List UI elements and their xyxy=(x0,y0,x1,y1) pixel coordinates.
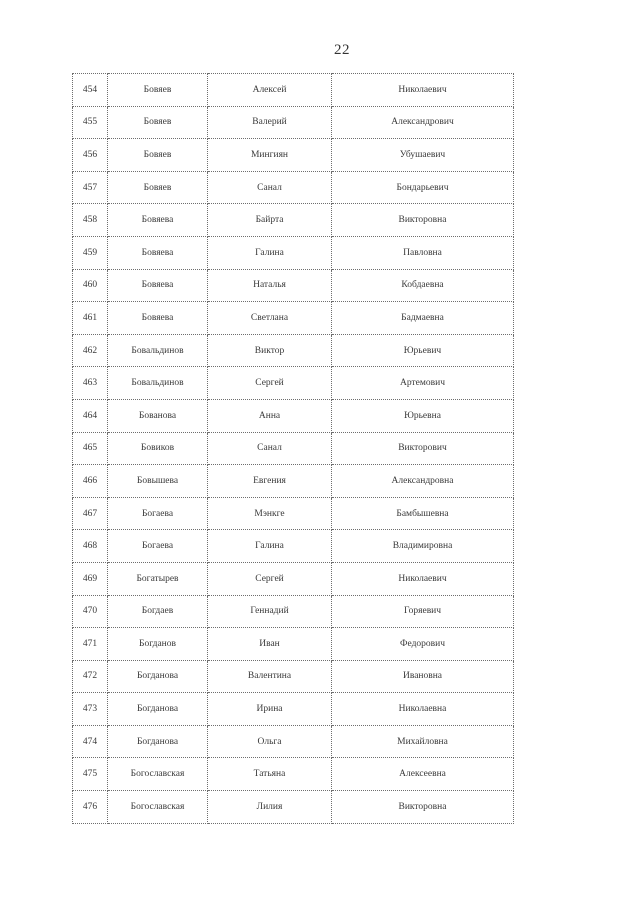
page-number: 22 xyxy=(334,42,350,58)
patronymic-cell: Бадмаевна xyxy=(332,302,514,335)
surname-cell: Бовяев xyxy=(108,106,208,139)
given-name-cell: Санал xyxy=(208,171,332,204)
surname-cell: Богданова xyxy=(108,693,208,726)
row-number-cell: 465 xyxy=(73,432,108,465)
surname-cell: Бовяева xyxy=(108,236,208,269)
table-row xyxy=(73,236,514,269)
given-name-cell: Алексей xyxy=(208,74,332,107)
table-row xyxy=(73,204,514,237)
surname-cell: Богославская xyxy=(108,758,208,791)
patronymic-cell: Павловна xyxy=(332,236,514,269)
surname-cell: Бовяева xyxy=(108,302,208,335)
row-number-cell: 461 xyxy=(73,302,108,335)
given-name-cell: Анна xyxy=(208,399,332,432)
row-number-cell: 458 xyxy=(73,204,108,237)
surname-cell: Бовяев xyxy=(108,139,208,172)
row-number-cell: 473 xyxy=(73,693,108,726)
row-number-cell: 455 xyxy=(73,106,108,139)
row-number-cell: 454 xyxy=(73,74,108,107)
surname-cell: Богданов xyxy=(108,628,208,661)
table-row xyxy=(73,791,514,824)
patronymic-cell: Викторовна xyxy=(332,791,514,824)
patronymic-cell: Бамбышевна xyxy=(332,497,514,530)
table-row xyxy=(73,334,514,367)
given-name-cell: Сергей xyxy=(208,562,332,595)
table-row xyxy=(73,595,514,628)
patronymic-cell: Михайловна xyxy=(332,725,514,758)
given-name-cell: Байрта xyxy=(208,204,332,237)
patronymic-cell: Горяевич xyxy=(332,595,514,628)
given-name-cell: Ольга xyxy=(208,725,332,758)
patronymic-cell: Владимировна xyxy=(332,530,514,563)
patronymic-cell: Александровна xyxy=(332,465,514,498)
table-row xyxy=(73,562,514,595)
patronymic-cell: Юрьевич xyxy=(332,334,514,367)
given-name-cell: Евгения xyxy=(208,465,332,498)
table-row xyxy=(73,497,514,530)
surname-cell: Богданова xyxy=(108,660,208,693)
row-number-cell: 475 xyxy=(73,758,108,791)
given-name-cell: Ирина xyxy=(208,693,332,726)
table-row xyxy=(73,74,514,107)
row-number-cell: 466 xyxy=(73,465,108,498)
given-name-cell: Галина xyxy=(208,236,332,269)
row-number-cell: 467 xyxy=(73,497,108,530)
patronymic-cell: Кобдаевна xyxy=(332,269,514,302)
given-name-cell: Лилия xyxy=(208,791,332,824)
surname-cell: Богославская xyxy=(108,791,208,824)
surname-cell: Бовяев xyxy=(108,171,208,204)
given-name-cell: Валерий xyxy=(208,106,332,139)
patronymic-cell: Николаевна xyxy=(332,693,514,726)
table-row xyxy=(73,432,514,465)
row-number-cell: 469 xyxy=(73,562,108,595)
roster-table xyxy=(72,73,514,824)
table-row xyxy=(73,693,514,726)
patronymic-cell: Убушаевич xyxy=(332,139,514,172)
table-row xyxy=(73,628,514,661)
surname-cell: Богаева xyxy=(108,530,208,563)
given-name-cell: Иван xyxy=(208,628,332,661)
given-name-cell: Санал xyxy=(208,432,332,465)
surname-cell: Бовяева xyxy=(108,269,208,302)
table-row xyxy=(73,139,514,172)
surname-cell: Бовальдинов xyxy=(108,334,208,367)
surname-cell: Бовяев xyxy=(108,74,208,107)
surname-cell: Бовышева xyxy=(108,465,208,498)
given-name-cell: Мингиян xyxy=(208,139,332,172)
row-number-cell: 462 xyxy=(73,334,108,367)
table-row xyxy=(73,269,514,302)
table-row xyxy=(73,758,514,791)
table-row xyxy=(73,725,514,758)
table-row xyxy=(73,660,514,693)
surname-cell: Бовиков xyxy=(108,432,208,465)
patronymic-cell: Бондарьевич xyxy=(332,171,514,204)
patronymic-cell: Викторовна xyxy=(332,204,514,237)
surname-cell: Богдаев xyxy=(108,595,208,628)
patronymic-cell: Федорович xyxy=(332,628,514,661)
table-row xyxy=(73,171,514,204)
given-name-cell: Галина xyxy=(208,530,332,563)
patronymic-cell: Ивановна xyxy=(332,660,514,693)
given-name-cell: Мэнкге xyxy=(208,497,332,530)
table-row xyxy=(73,399,514,432)
row-number-cell: 456 xyxy=(73,139,108,172)
patronymic-cell: Николаевич xyxy=(332,562,514,595)
row-number-cell: 474 xyxy=(73,725,108,758)
given-name-cell: Геннадий xyxy=(208,595,332,628)
given-name-cell: Виктор xyxy=(208,334,332,367)
patronymic-cell: Артемович xyxy=(332,367,514,400)
roster-table-body xyxy=(73,74,514,824)
row-number-cell: 470 xyxy=(73,595,108,628)
given-name-cell: Сергей xyxy=(208,367,332,400)
table-row xyxy=(73,530,514,563)
surname-cell: Бовяева xyxy=(108,204,208,237)
row-number-cell: 471 xyxy=(73,628,108,661)
surname-cell: Богатырев xyxy=(108,562,208,595)
given-name-cell: Валентина xyxy=(208,660,332,693)
given-name-cell: Татьяна xyxy=(208,758,332,791)
row-number-cell: 464 xyxy=(73,399,108,432)
row-number-cell: 463 xyxy=(73,367,108,400)
patronymic-cell: Александрович xyxy=(332,106,514,139)
row-number-cell: 476 xyxy=(73,791,108,824)
row-number-cell: 460 xyxy=(73,269,108,302)
row-number-cell: 468 xyxy=(73,530,108,563)
surname-cell: Богаева xyxy=(108,497,208,530)
table-row xyxy=(73,106,514,139)
surname-cell: Бованова xyxy=(108,399,208,432)
patronymic-cell: Юрьевна xyxy=(332,399,514,432)
row-number-cell: 472 xyxy=(73,660,108,693)
patronymic-cell: Викторович xyxy=(332,432,514,465)
given-name-cell: Наталья xyxy=(208,269,332,302)
surname-cell: Бовальдинов xyxy=(108,367,208,400)
surname-cell: Богданова xyxy=(108,725,208,758)
patronymic-cell: Алексеевна xyxy=(332,758,514,791)
table-row xyxy=(73,465,514,498)
patronymic-cell: Николаевич xyxy=(332,74,514,107)
row-number-cell: 457 xyxy=(73,171,108,204)
row-number-cell: 459 xyxy=(73,236,108,269)
table-row xyxy=(73,302,514,335)
table-row xyxy=(73,367,514,400)
given-name-cell: Светлана xyxy=(208,302,332,335)
